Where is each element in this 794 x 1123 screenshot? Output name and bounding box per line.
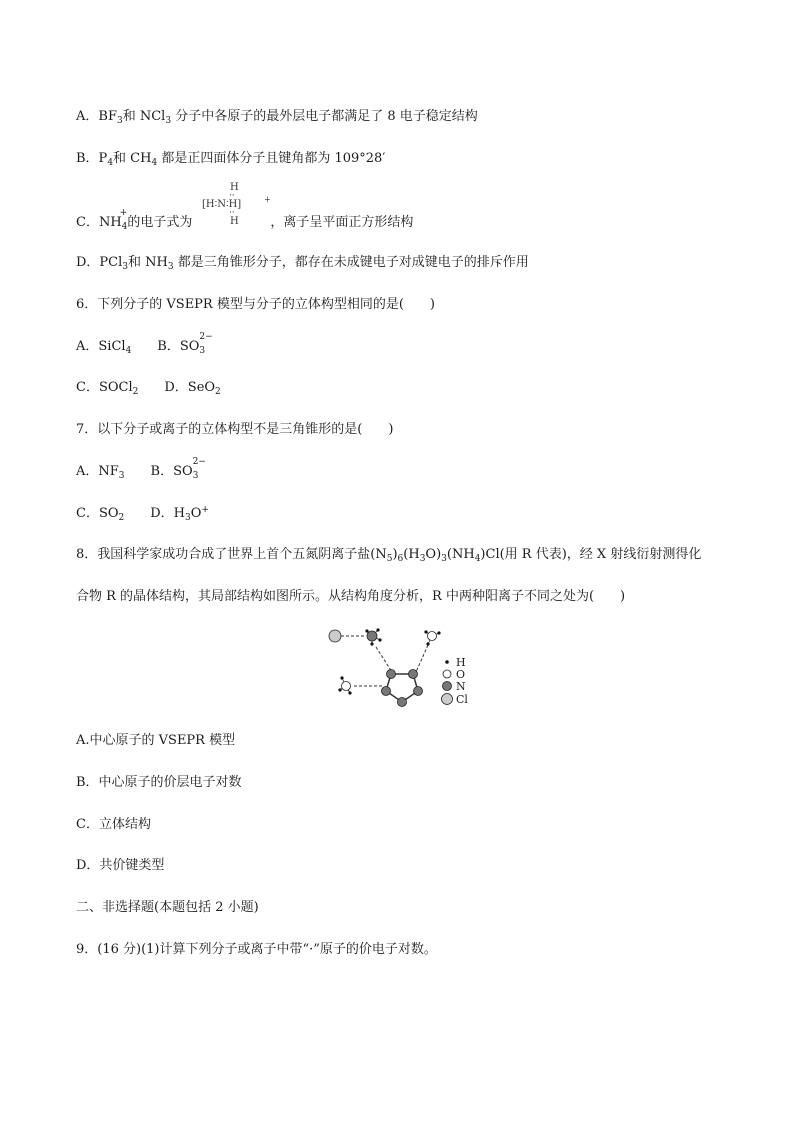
h-atom — [365, 629, 368, 632]
q5-option-d: D．PCl$_3$和 $NH_3$ 都是三角锥形分子，都存在未成键电子对成键电子的排斥作用 — [76, 255, 529, 272]
crystal-structure-figure — [320, 622, 480, 710]
o-atom — [428, 632, 437, 641]
q9-stem: 9．(16 分)(1)计算下列分子或离子中带“·”原子的价电子对数。 — [76, 942, 437, 957]
h-atom — [424, 630, 427, 633]
legend-n-icon — [443, 682, 452, 691]
figure-legend — [442, 656, 469, 706]
legend-label-n: N — [456, 680, 466, 693]
h-atom — [376, 628, 379, 631]
legend-label-cl: Cl — [456, 693, 468, 706]
legend-o-icon — [443, 670, 451, 678]
q5-option-a: A．$BF_3$和 NCl$_3$ 分子中各原子的最外层电子都满足了 8 电子稳定结构 — [76, 109, 478, 126]
h-atom — [370, 642, 373, 645]
q5-option-c: C．NH + $_4$的电子式为 ，离子呈平面正方形结构 — [76, 208, 414, 232]
q8-option-d: D．共价键类型 — [76, 858, 165, 873]
q6-options-ab: A．SiCl$_4$ B．SO 2− $_3$ — [76, 332, 213, 356]
section-heading-nonchoice: 二、非选择题(本题包括 2 小题) — [76, 900, 259, 915]
n-atom — [387, 670, 396, 679]
legend-label-o: O — [456, 668, 466, 681]
q8-option-a: A.中心原子的 VSEPR 模型 — [76, 733, 236, 748]
legend-label-h: H — [456, 656, 466, 669]
h-atom — [437, 631, 440, 634]
ammonium-lewis-structure: H ·· [H∶N∶H] + ·· H — [202, 182, 271, 227]
q6-stem: 6．下列分子的 VSEPR 模型与分子的立体构型相同的是( ) — [76, 297, 435, 312]
q7-stem: 7．以下分子或离子的立体构型不是三角锥形的是( ) — [76, 422, 394, 437]
legend-h-icon — [445, 660, 449, 664]
h-atom — [426, 642, 429, 645]
n-atom — [398, 698, 407, 707]
hydronium-ion-left — [338, 676, 351, 694]
q8-option-b: B．中心原子的价层电子对数 — [76, 775, 242, 790]
h-atom — [348, 691, 351, 694]
n-atom — [367, 631, 377, 641]
h-atom — [340, 676, 343, 679]
q8-stem-line2: 合物 R 的晶体结构，其局部结构如图所示。从结构角度分析，R 中两种阳离子不同之处为( ) — [76, 589, 626, 604]
q6-options-cd: C．SOCl$_2$ D．SeO$_2$ — [76, 380, 221, 397]
q7-options-ab: A．$NF_3$ B．SO 2− $_3$ — [76, 457, 206, 481]
ammonium-ion — [365, 628, 381, 645]
q8-option-c: C．立体结构 — [76, 817, 151, 832]
nitrogen-atoms — [382, 670, 423, 707]
q5-option-b: B．$P_4$和 $CH_4$ 都是正四面体分子且键角都为 109°28′ — [76, 151, 386, 168]
q7-options-cd: C．$SO_2$ D．$H_3O^+$ — [76, 505, 209, 523]
hbond-o-pentazole — [416, 645, 428, 672]
legend-cl-icon — [442, 694, 453, 705]
n-atom — [414, 687, 423, 696]
hbond-n-pentazole — [376, 647, 392, 672]
cl-atom — [329, 630, 341, 642]
q8-stem-line1: 8．我国科学家成功合成了世界上首个五氮阴离子盐$(N_5)_6(H_3O)_3(NH_4)Cl$(用 R 代表)，经 X 射线衍射测得化 — [76, 547, 702, 564]
n-atom — [382, 687, 391, 696]
o-atom — [342, 682, 351, 691]
hydronium-ion-right — [424, 630, 440, 645]
n-atom — [409, 670, 418, 679]
h-atom — [378, 638, 381, 641]
h-atom — [338, 688, 341, 691]
